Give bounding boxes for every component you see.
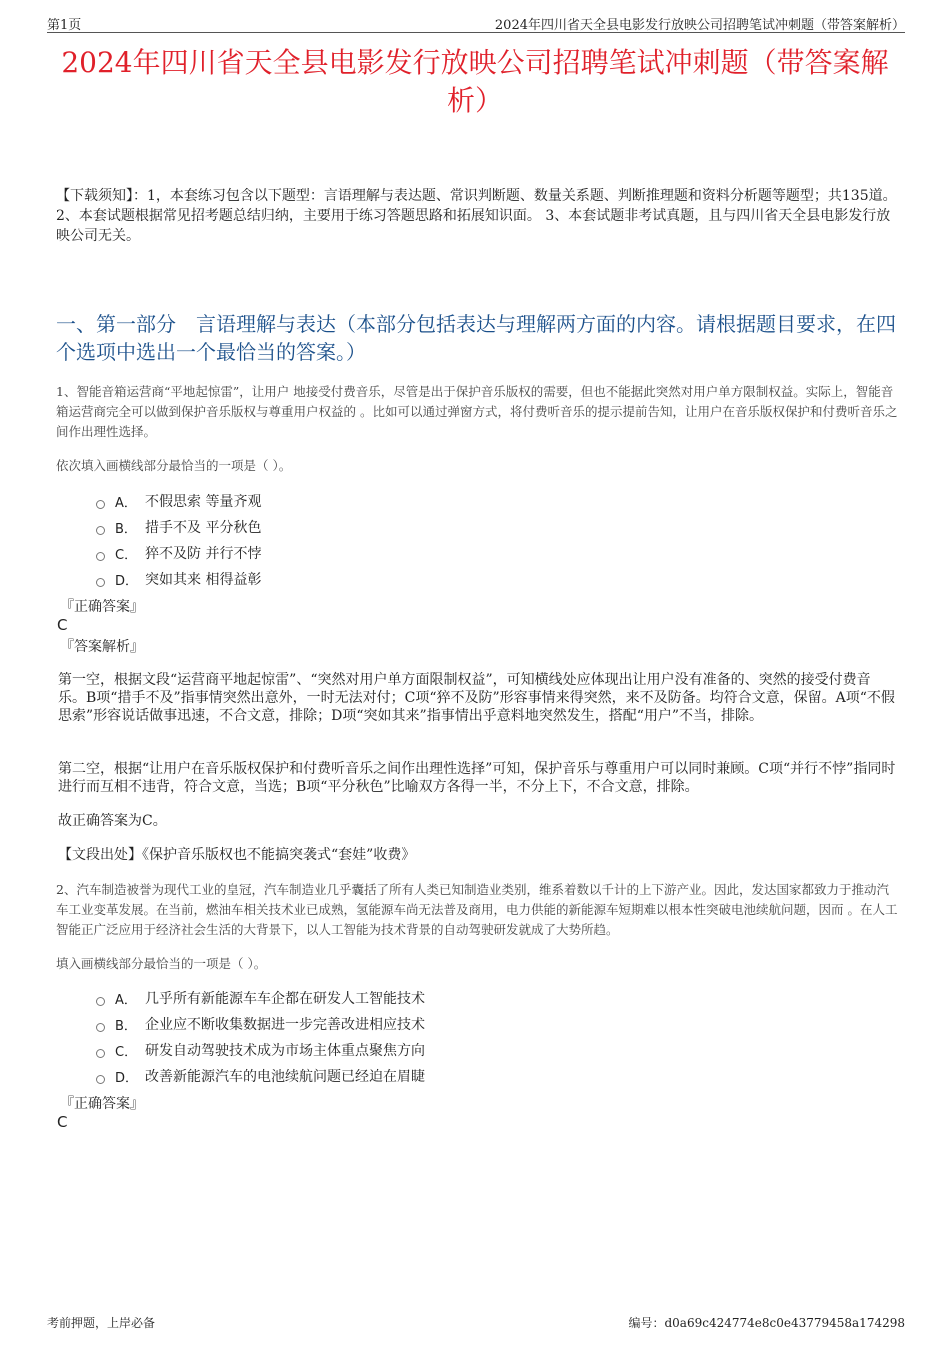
- document-title: 2024年四川省天全县电影发行放映公司招聘笔试冲刺题（带答案解析）: [61, 46, 889, 117]
- answer-label: 『正确答案』: [60, 599, 144, 615]
- radio-icon[interactable]: [96, 1023, 105, 1032]
- footer-slogan: 考前押题，上岸必备: [47, 1316, 156, 1330]
- question-1-prompt: 依次填入画横线部分最恰当的一项是（ ）。: [56, 458, 292, 473]
- question-2-options: [96, 985, 796, 1089]
- radio-icon[interactable]: [96, 1049, 105, 1058]
- question-2-text: 2、汽车制造被誉为现代工业的皇冠，汽车制造业几乎囊括了所有人类已知制造业类别，维系着数以千计的上下游产业。因此，发达国家都致力于推动汽车工业变革发展。在当前，燃油车相关技术业已成熟，氢能源车尚无法普及商用，电力供能的新能源车短期难以根本性突破电池续航问题，因而 。在人工智能正广泛应用于经济社会生活的大背景下，以人工智能为技术背景的自动驾驶研发就成了大势所趋。: [56, 882, 898, 937]
- radio-icon[interactable]: [96, 500, 105, 509]
- option-c[interactable]: C． 研发自动驾驶技术成为市场主体重点聚焦方向: [96, 1037, 796, 1063]
- radio-icon[interactable]: [96, 552, 105, 561]
- source-citation: 【文段出处】《保护音乐版权也不能搞突袭式“套娃”收费》: [58, 847, 416, 863]
- header-doc-title: 2024年四川省天全县电影发行放映公司招聘笔试冲刺题（带答案解析）: [494, 18, 905, 33]
- radio-icon[interactable]: [96, 1075, 105, 1084]
- option-a[interactable]: A． 不假思索 等量齐观: [96, 488, 796, 514]
- footer-serial: 编号：d0a69c424774e8c0e43779458a174298: [628, 1316, 905, 1330]
- question-1-text: 1、智能音箱运营商“平地起惊雷”，让用户 地接受付费音乐，尽管是出于保护音乐版权的需要，但也不能据此突然对用户单方限制权益。实际上，智能音箱运营商完全可以做到保护音乐版权与尊重用户权益的 。比如可以通过弹窗方式，将付费听音乐的提示提前告知，让用户在音乐版权保护和付费听音乐之间作出理性选择。: [56, 384, 898, 439]
- analysis-label: 『答案解析』: [60, 639, 144, 655]
- option-b[interactable]: B． 措手不及 平分秋色: [96, 514, 796, 540]
- radio-icon[interactable]: [96, 997, 105, 1006]
- question-1-options: [96, 488, 796, 592]
- question-2-prompt: 填入画横线部分最恰当的一项是（ ）。: [56, 956, 267, 971]
- analysis-conclusion: 故正确答案为C。: [58, 813, 167, 829]
- radio-icon[interactable]: [96, 578, 105, 587]
- page-number: 第1页: [47, 18, 82, 33]
- analysis-paragraph: 第二空，根据“让用户在音乐版权保护和付费听音乐之间作出理性选择”可知，保护音乐与尊重用户可以同时兼顾。C项“并行不悖”指同时进行而互相不违背，符合文意，当选；B项“平分秋色”比喻双方各得一半，不分上下，不合文意，排除。: [58, 761, 896, 795]
- download-notice: 【下载须知】：1，本套练习包含以下题型：言语理解与表达题、常识判断题、数量关系题、判断推理题和资料分析题等题型；共135道。 2、本套试题根据常见招考题总结归纳，主要用于练习答题思路和拓展知识面。 3、本套试题非考试真题，且与四川省天全县电影发行放映公司无关。: [56, 188, 897, 244]
- option-d[interactable]: D． 突如其来 相得益彰: [96, 566, 796, 592]
- option-b[interactable]: B． 企业应不断收集数据进一步完善改进相应技术: [96, 1011, 796, 1037]
- page-header: [47, 12, 905, 33]
- option-c[interactable]: C． 猝不及防 并行不悖: [96, 540, 796, 566]
- option-a[interactable]: A． 几乎所有新能源车车企都在研发人工智能技术: [96, 985, 796, 1011]
- answer-value: C: [57, 1113, 68, 1131]
- answer-label: 『正确答案』: [60, 1096, 144, 1112]
- section-title: 一、第一部分 言语理解与表达（本部分包括表达与理解两方面的内容。请根据题目要求，在四个选项中选出一个最恰当的答案。）: [56, 312, 896, 364]
- page-footer: [47, 1312, 905, 1330]
- radio-icon[interactable]: [96, 526, 105, 535]
- answer-value: C: [57, 616, 68, 634]
- option-d[interactable]: D． 改善新能源汽车的电池续航问题已经迫在眉睫: [96, 1063, 796, 1089]
- analysis-paragraph: 第一空，根据文段“运营商平地起惊雷”、“突然对用户单方面限制权益”，可知横线处应体现出让用户没有准备的、突然的接受付费音乐。B项“措手不及”指事情突然出意外，一时无法对付；C项“猝不及防”形容事情来得突然，来不及防备。均符合文意，保留。A项“不假思索”形容说话做事迅速，不合文意，排除；D项“突如其来”指事情出乎意料地突然发生，搭配“用户”不当，排除。: [58, 672, 895, 724]
